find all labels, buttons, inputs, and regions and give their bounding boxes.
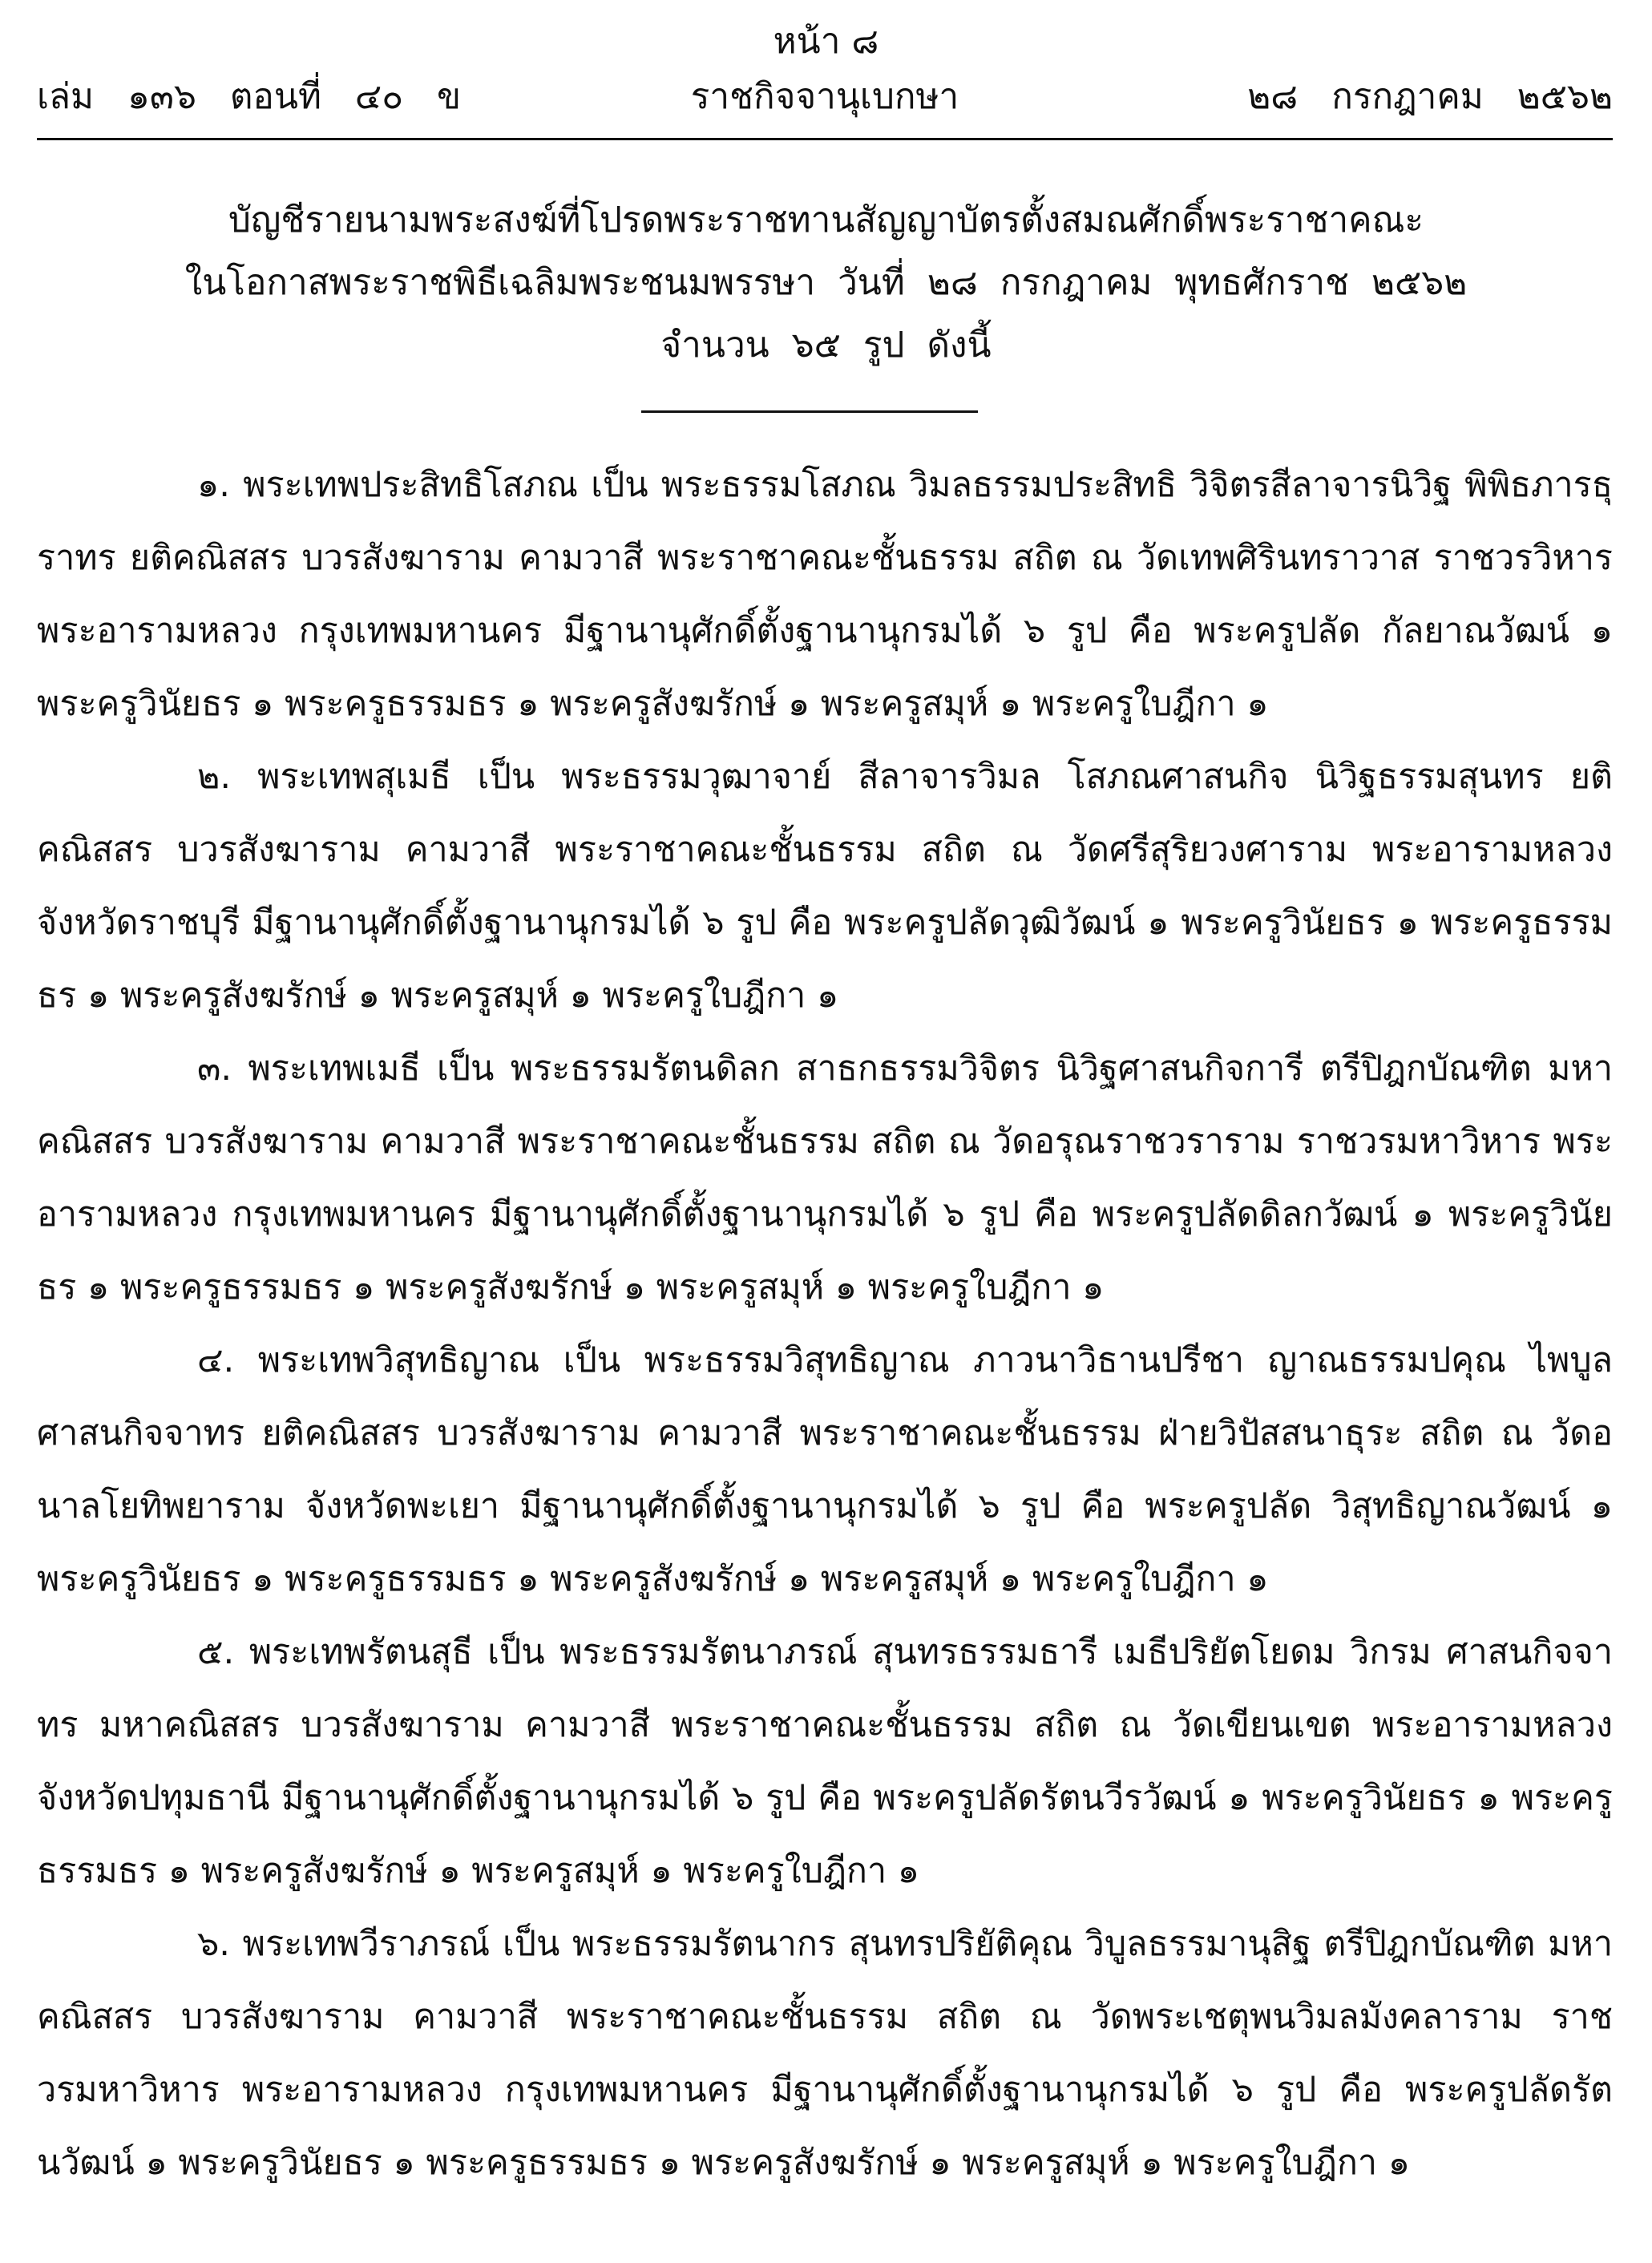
- document-title: [0, 189, 1652, 377]
- list-item: ๒. พระเทพสุเมธี เป็น พระธรรมวุฒาจาย์ สีลาจารวิมล โสภณศาสนกิจ นิวิฐธรรมสุนทร ยติคณิสสร บวรสังฆาราม คามวาสี พระราชาคณะชั้นธรรม สถิต ณ วัดศรีสุริยวงศาราม พระอารามหลวง จังหวัดราชบุรี มีฐานานุศักดิ์ตั้งฐานานุกรมได้ ๖ รูป คือ พระครูปลัดวุฒิวัฒน์ ๑ พระครูวินัยธร ๑ พระครูธรรมธร ๑ พระครูสังฆรักษ์ ๑ พระครูสมุห์ ๑ พระครูใบฎีกา ๑: [37, 757, 1613, 1016]
- page-number: หน้า ๘: [773, 21, 879, 62]
- title-line-2: ในโอกาสพระราชพิธีเฉลิมพระชนมพรรษา วันที่ ๒๘ กรกฎาคม พุทธศักราช ๒๕๖๒: [184, 262, 1468, 303]
- list-item: ๖. พระเทพวีราภรณ์ เป็น พระธรรมรัตนากร สุนทรปริยัติคุณ วิบูลธรรมานุสิฐ ตรีปิฎกบัณฑิต มหาคณิสสร บวรสังฆาราม คามวาสี พระราชาคณะชั้นธรรม สถิต ณ วัดพระเชตุพนวิมลมังคลาราม ราชวรมหาวิหาร พระอารามหลวง กรุงเทพมหานคร มีฐานานุศักดิ์ตั้งฐานานุกรมได้ ๖ รูป คือ พระครูปลัดรัตนวัฒน์ ๑ พระครูวินัยธร ๑ พระครูธรรมธร ๑ พระครูสังฆรักษ์ ๑ พระครูสมุห์ ๑ พระครูใบฎีกา ๑: [37, 1924, 1613, 2183]
- header-divider: [37, 138, 1613, 140]
- list-item: ๔. พระเทพวิสุทธิญาณ เป็น พระธรรมวิสุทธิญาณ ภาวนาวิธานปรีชา ญาณธรรมปคุณ ไพบูลศาสนกิจจาทร ยติคณิสสร บวรสังฆาราม คามวาสี พระราชาคณะชั้นธรรม ฝ่ายวิปัสสนาธุระ สถิต ณ วัดอนาลโยทิพยาราม จังหวัดพะเยา มีฐานานุศักดิ์ตั้งฐานานุกรมได้ ๖ รูป คือ พระครูปลัด วิสุทธิญาณวัฒน์ ๑ พระครูวินัยธร ๑ พระครูธรรมธร ๑ พระครูสังฆรักษ์ ๑ พระครูสมุห์ ๑ พระครูใบฎีกา ๑: [37, 1340, 1613, 1599]
- publication-name: ราชกิจจานุเบกษา: [690, 76, 959, 117]
- volume-info: เล่ม ๑๓๖ ตอนที่ ๔๐ ข: [37, 76, 462, 117]
- publication-date: ๒๘ กรกฎาคม ๒๕๖๒: [1247, 76, 1613, 117]
- title-line-1: บัญชีรายนามพระสงฆ์ที่โปรดพระราชทานสัญญาบัตรตั้งสมณศักดิ์พระราชาคณะ: [228, 200, 1424, 240]
- list-item: ๕. พระเทพรัตนสุธี เป็น พระธรรมรัตนาภรณ์ สุนทรธรรมธารี เมธีปริยัตโยดม วิกรม ศาสนกิจจาทร มหาคณิสสร บวรสังฆาราม คามวาสี พระราชาคณะชั้นธรรม สถิต ณ วัดเขียนเขต พระอารามหลวง จังหวัดปทุมธานี มีฐานานุศักดิ์ตั้งฐานานุกรมได้ ๖ รูป คือ พระครูปลัดรัตนวีรวัฒน์ ๑ พระครูวินัยธร ๑ พระครูธรรมธร ๑ พระครูสังฆรักษ์ ๑ พระครูสมุห์ ๑ พระครูใบฎีกา ๑: [37, 1632, 1613, 1891]
- list-item: ๑. พระเทพประสิทธิโสภณ เป็น พระธรรมโสภณ วิมลธรรมประสิทธิ วิจิตรสีลาจารนิวิฐ พิพิธภารธุราทร ยติคณิสสร บวรสังฆาราม คามวาสี พระราชาคณะชั้นธรรม สถิต ณ วัดเทพศิรินทราวาส ราชวรวิหาร พระอารามหลวง กรุงเทพมหานคร มีฐานานุศักดิ์ตั้งฐานานุกรมได้ ๖ รูป คือ พระครูปลัด กัลยาณวัฒน์ ๑ พระครูวินัยธร ๑ พระครูธรรมธร ๑ พระครูสังฆรักษ์ ๑ พระครูสมุห์ ๑ พระครูใบฎีกา ๑: [37, 465, 1613, 724]
- title-line-3: จำนวน ๖๕ รูป ดังนี้: [660, 325, 992, 366]
- gazette-header: [37, 72, 1613, 122]
- list-item: ๓. พระเทพเมธี เป็น พระธรรมรัตนดิลก สาธกธรรมวิจิตร นิวิฐศาสนกิจการี ตรีปิฎกบัณฑิต มหาคณิสสร บวรสังฆาราม คามวาสี พระราชาคณะชั้นธรรม สถิต ณ วัดอรุณราชวราราม ราชวรมหาวิหาร พระอารามหลวง กรุงเทพมหานคร มีฐานานุศักดิ์ตั้งฐานานุกรมได้ ๖ รูป คือ พระครูปลัดดิลกวัฒน์ ๑ พระครูวินัยธร ๑ พระครูธรรมธร ๑ พระครูสังฆรักษ์ ๑ พระครูสมุห์ ๑ พระครูใบฎีกา ๑: [37, 1049, 1613, 1307]
- appointment-list: [37, 449, 1613, 2200]
- title-divider: [641, 410, 978, 413]
